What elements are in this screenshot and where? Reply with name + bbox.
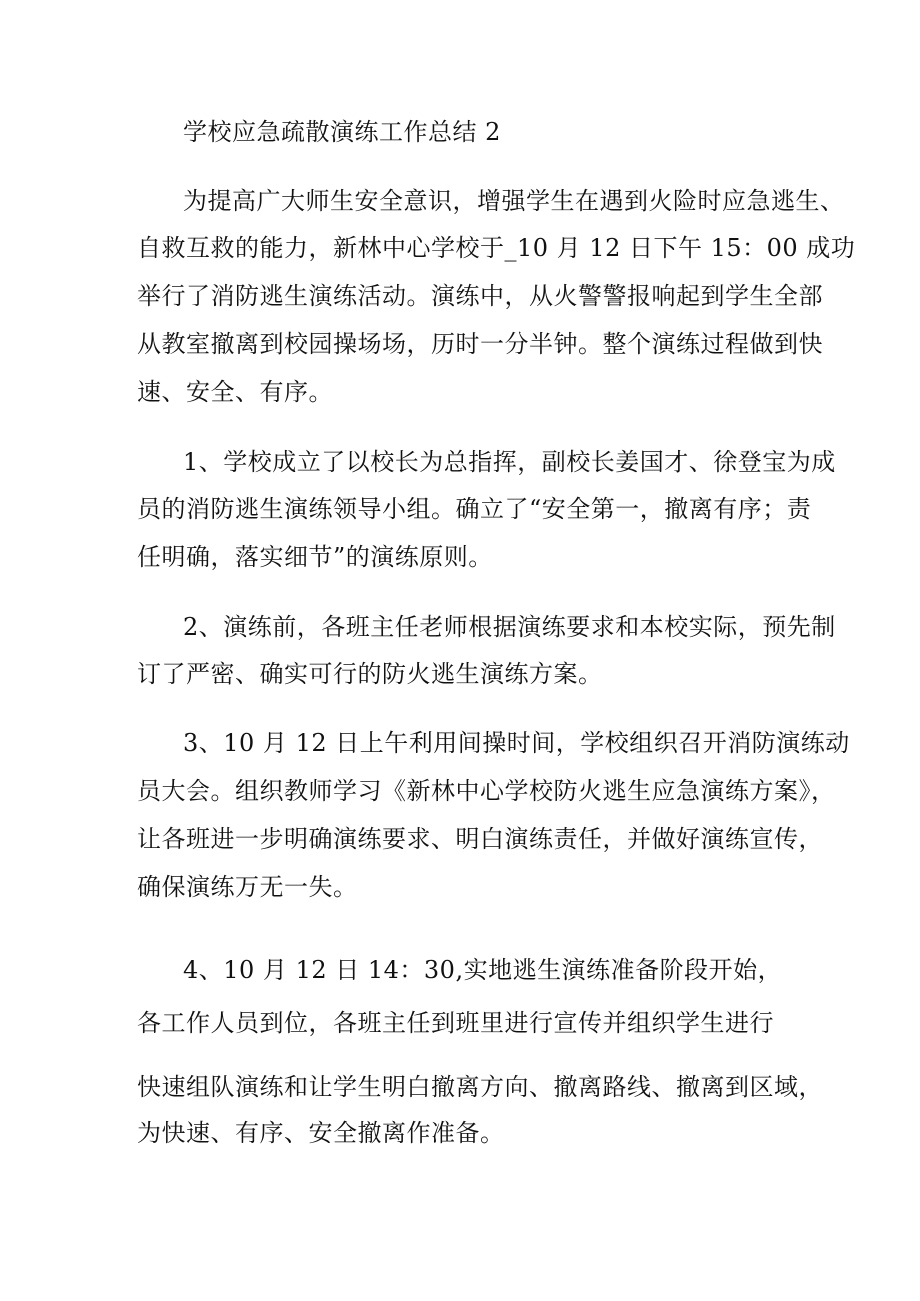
item-3-line: 员大会。组织教师学习《新林中心学校防火逃生应急演练方案》， xyxy=(137,777,836,805)
intro-line: 速、安全、有序。 xyxy=(137,378,333,406)
intro-line: 自救互救的能力，新林中心学校于_10 月 12 日下午 15：00 成功 xyxy=(137,234,856,262)
item-2-line: 订了严密、确实可行的防火逃生演练方案。 xyxy=(137,660,603,688)
item-4-line: 各工作人员到位，各班主任到班里进行宣传并组织学生进行 xyxy=(137,1009,774,1037)
item-1-line: 任明确，落实细节”的演练原则。 xyxy=(137,543,493,571)
item-3-line: 确保演练万无一失。 xyxy=(137,873,358,901)
item-4-line: 为快速、有序、安全撤离作准备。 xyxy=(137,1119,505,1147)
item-1-line: 1、学校成立了以校长为总指挥，副校长姜国才、徐登宝为成 xyxy=(183,448,836,476)
item-2-line: 2、演练前，各班主任老师根据演练要求和本校实际，预先制 xyxy=(183,613,836,641)
item-3-line: 让各班进一步明确演练要求、明白演练责任，并做好演练宣传， xyxy=(137,825,823,853)
item-4-line: 快速组队演练和让学生明白撤离方向、撤离路线、撤离到区域， xyxy=(137,1073,823,1101)
intro-line: 为提高广大师生安全意识，增强学生在遇到火险时应急逃生、 xyxy=(183,187,845,215)
item-4-line: 4、10 月 12 日 14：30,实地逃生演练准备阶段开始， xyxy=(183,956,783,984)
intro-line: 从教室撤离到校园操场场，历时一分半钟。整个演练过程做到快 xyxy=(137,330,823,358)
document-title: 学校应急疏散演练工作总结 2 xyxy=(183,118,501,146)
item-3-line: 3、10 月 12 日上午利用间操时间，学校组织召开消防演练动 xyxy=(183,729,850,757)
intro-line: 举行了消防逃生演练活动。演练中，从火警警报响起到学生全部 xyxy=(137,282,823,310)
item-1-line: 员的消防逃生演练领导小组。确立了“安全第一，撤离有序；责 xyxy=(137,495,812,523)
